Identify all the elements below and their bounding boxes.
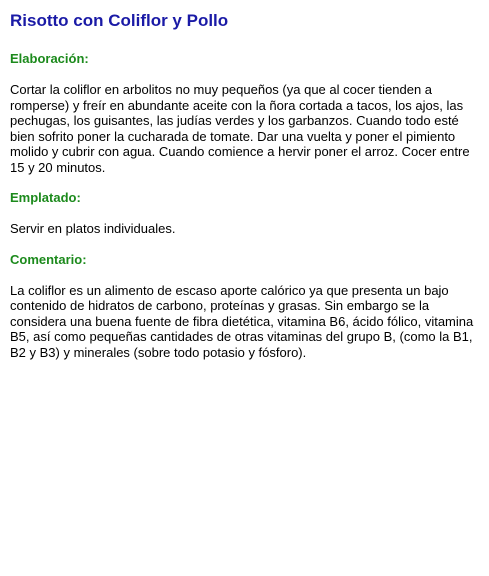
heading-emplatado: Emplatado: (10, 190, 81, 205)
text-comentario: La coliflor es un alimento de escaso aporte calórico ya que presenta un bajo contenido de hidratos de carbono, proteínas y grasas. Sin embargo se la considera una buena fuente de fibra dietética, vitamina B6, ácido fólico, vitamina B5, así como pequeñas cantidades de otras vitaminas del grupo B, (como la B1, B2 y B3) y minerales (sobre todo potasio y fósforo). (10, 282, 474, 360)
text-elaboracion: Cortar la coliflor en arbolitos no muy pequeños (ya que al cocer tienden a romperse) y freír en abundante aceite con la ñora cortada a tacos, los ajos, las pechugas, los guisantes, las judías verdes y los garbanzos. Cuando todo esté bien sofrito poner la cucharada de tomate. Dar una vuelta y poner el pimiento molido y cubrir con agua. Cuando comience a hervir poner el arroz. Cocer entre 15 y 20 minutos. (10, 82, 470, 175)
heading-comentario: Comentario: (10, 251, 87, 267)
heading-elaboracion: Elaboración: (10, 51, 89, 66)
text-emplatado: Servir en platos individuales. (10, 221, 176, 236)
recipe-title: Risotto con Coliflor y Pollo (10, 11, 229, 30)
